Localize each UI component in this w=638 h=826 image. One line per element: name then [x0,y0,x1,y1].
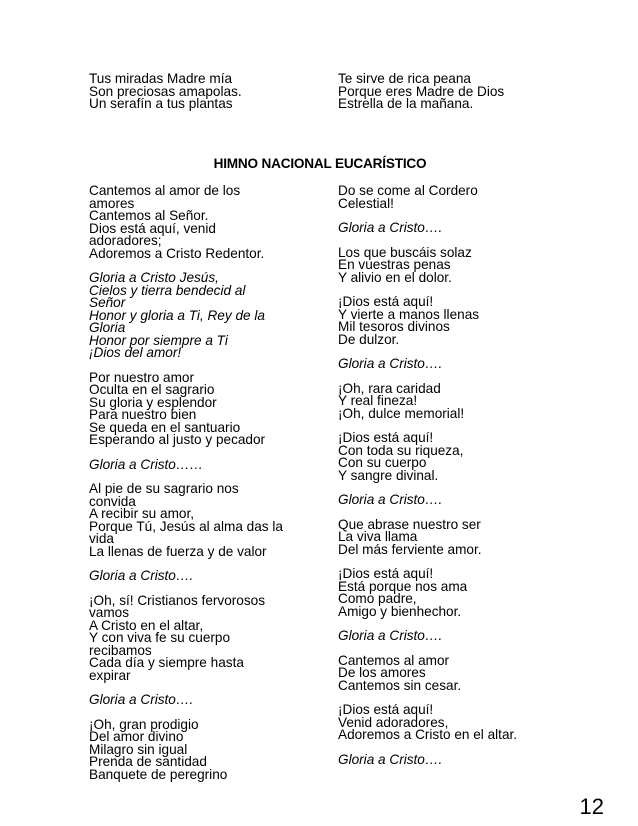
verse-line: Como padre, [338,591,417,606]
verse-line: Del amor divino [89,729,184,744]
verse-line: A Cristo en el altar, [89,617,204,633]
stanza [89,592,304,683]
page-number: 12 [579,794,604,819]
verse-line: Se queda en el santuario [89,419,241,435]
verse-line: Por nuestro amor [89,369,195,385]
stanza [338,185,578,210]
stanza [338,380,578,421]
verse-line: Que abrase nuestro ser [338,516,481,532]
verse-line: Gloria a Cristo Jesús, [89,270,219,285]
verse-line: vida [89,531,114,546]
verse-line: expirar [89,667,131,683]
verse-line: Dios está aquí, venid [89,220,216,236]
verse-line: Y con viva fe su cuerpo [89,630,231,645]
verse-line: Gloria [89,320,126,335]
verse-line: Banquete de peregrino [89,766,228,782]
verse-line: Gloria a Cristo…. [338,751,443,767]
verse-line: Su gloria y esplendor [89,394,217,410]
verse-line: Venid adoradores, [338,714,449,730]
verse-line: ¡Dios del amor! [89,345,182,360]
verse-line: vamos [89,605,130,620]
verse-line: Cantemos sin cesar. [338,677,462,693]
verse-line: Del más ferviente amor. [338,541,482,557]
verse-line: amores [89,195,135,211]
verse-line: De dulzor. [338,331,400,347]
verse-line: ¡Dios está aquí! [338,430,434,445]
refrain-stanza [89,694,304,707]
verse-line: ¡Dios está aquí! [338,294,434,309]
hymn-right-column [338,185,578,766]
refrain-stanza [89,272,304,360]
verse-line: Celestial! [338,195,394,211]
verse-line: Prenda de santidad [89,754,207,769]
verse-line: Mil tesoros divinos [338,319,450,334]
stanza [89,716,304,782]
verse-line: Gloria a Cristo…. [89,692,194,707]
verse-line: Porque eres Madre de Dios [338,83,505,99]
verse-line: La viva llama [338,529,418,544]
verse-line: Honor y gloria a Ti, Rey de la [89,307,265,323]
verse-line: La llenas de fuerza y de valor [89,543,267,559]
verse-line: Con toda su riqueza, [338,442,464,458]
verse-line: Amigo y bienhechor. [338,603,462,619]
verse-line: Gloria a Cristo…. [338,492,443,507]
verse-line: ¡Oh, gran prodigio [89,716,199,732]
verse-line: Esperando al justo y pecador [89,432,266,447]
verse-line: adoradores; [89,233,162,248]
verse-line: Un serafín a tus plantas [89,96,233,111]
verse-line: ¡Oh, sí! Cristianos fervorosos [89,592,266,608]
refrain-stanza [338,358,578,371]
stanza [338,73,578,111]
verse-line: Y sangre divinal. [338,467,439,483]
verse-line: Adoremos a Cristo Redentor. [89,245,265,261]
verse-line: Oculta en el sagrario [89,382,215,397]
verse-line: Al pie de su sagrario nos [89,481,239,496]
verse-line: Adoremos a Cristo en el altar. [338,727,518,742]
verse-line: En vuestras penas [338,257,451,272]
verse-line: Cantemos al amor de los [89,183,241,198]
stanza [338,652,578,693]
top-right-stanza [338,73,578,111]
verse-line: Milagro sin igual [89,741,188,757]
stanza [338,568,578,618]
verse-line: Gloria a Cristo…. [89,568,194,583]
stanza [338,432,578,482]
verse-line: ¡Oh, dulce memorial! [338,405,465,421]
verse-line: Está porque nos ama [338,578,468,594]
stanza [89,369,304,447]
verse-line: Y real fineza! [338,393,418,408]
verse-line: ¡Dios está aquí! [338,702,434,717]
verse-line: Cielos y tierra bendecid al [89,282,246,298]
verse-line: Honor por siempre a Ti [89,332,228,348]
verse-line: Cantemos al amor [338,652,450,668]
stanza [89,483,304,558]
verse-line: De los amores [338,665,426,680]
verse-line: Gloria a Cristo…… [89,456,204,472]
verse-line: Porque Tú, Jesús al alma das la [89,518,283,534]
hymn-title: HIMNO NACIONAL EUCARÍSTICO [213,156,427,171]
verse-line: Gloria a Cristo…. [338,356,443,371]
verse-line: Son preciosas amapolas. [89,83,242,99]
verse-line: Señor [89,295,126,310]
verse-line: Con su cuerpo [338,455,427,470]
refrain-stanza [89,456,304,472]
refrain-stanza [338,222,578,235]
refrain-stanza [338,494,578,507]
verse-line: Gloria a Cristo…. [338,220,443,235]
stanza [89,185,304,260]
verse-line: Do se come al Cordero [338,183,478,198]
verse-line: Y vierte a manos llenas [338,306,480,322]
verse-line: Gloria a Cristo…. [338,628,443,643]
stanza [338,704,578,742]
refrain-stanza [338,630,578,643]
hymn-left-column [89,185,304,781]
verse-line: A recibir su amor, [89,506,195,521]
top-left-stanza [89,73,329,111]
verse-line: ¡Dios está aquí! [338,566,434,581]
stanza [338,296,578,346]
verse-line: ¡Oh, rara caridad [338,380,441,396]
stanza [338,244,578,285]
verse-line: Tus miradas Madre mía [89,71,233,86]
stanza [338,516,578,557]
verse-line: Cantemos al Señor. [89,208,209,223]
verse-line: Estrella de la mañana. [338,96,474,111]
verse-line: recibamos [89,642,152,658]
verse-line: Te sirve de rica peana [338,71,471,86]
refrain-stanza [89,570,304,583]
verse-line: Para nuestro bien [89,407,197,422]
verse-line: Cada día y siempre hasta [89,655,244,670]
verse-line: Y alivio en el dolor. [338,269,452,285]
verse-line: Los que buscáis solaz [338,244,472,260]
stanza [89,73,329,111]
verse-line: convida [89,493,136,509]
refrain-stanza [338,751,578,767]
